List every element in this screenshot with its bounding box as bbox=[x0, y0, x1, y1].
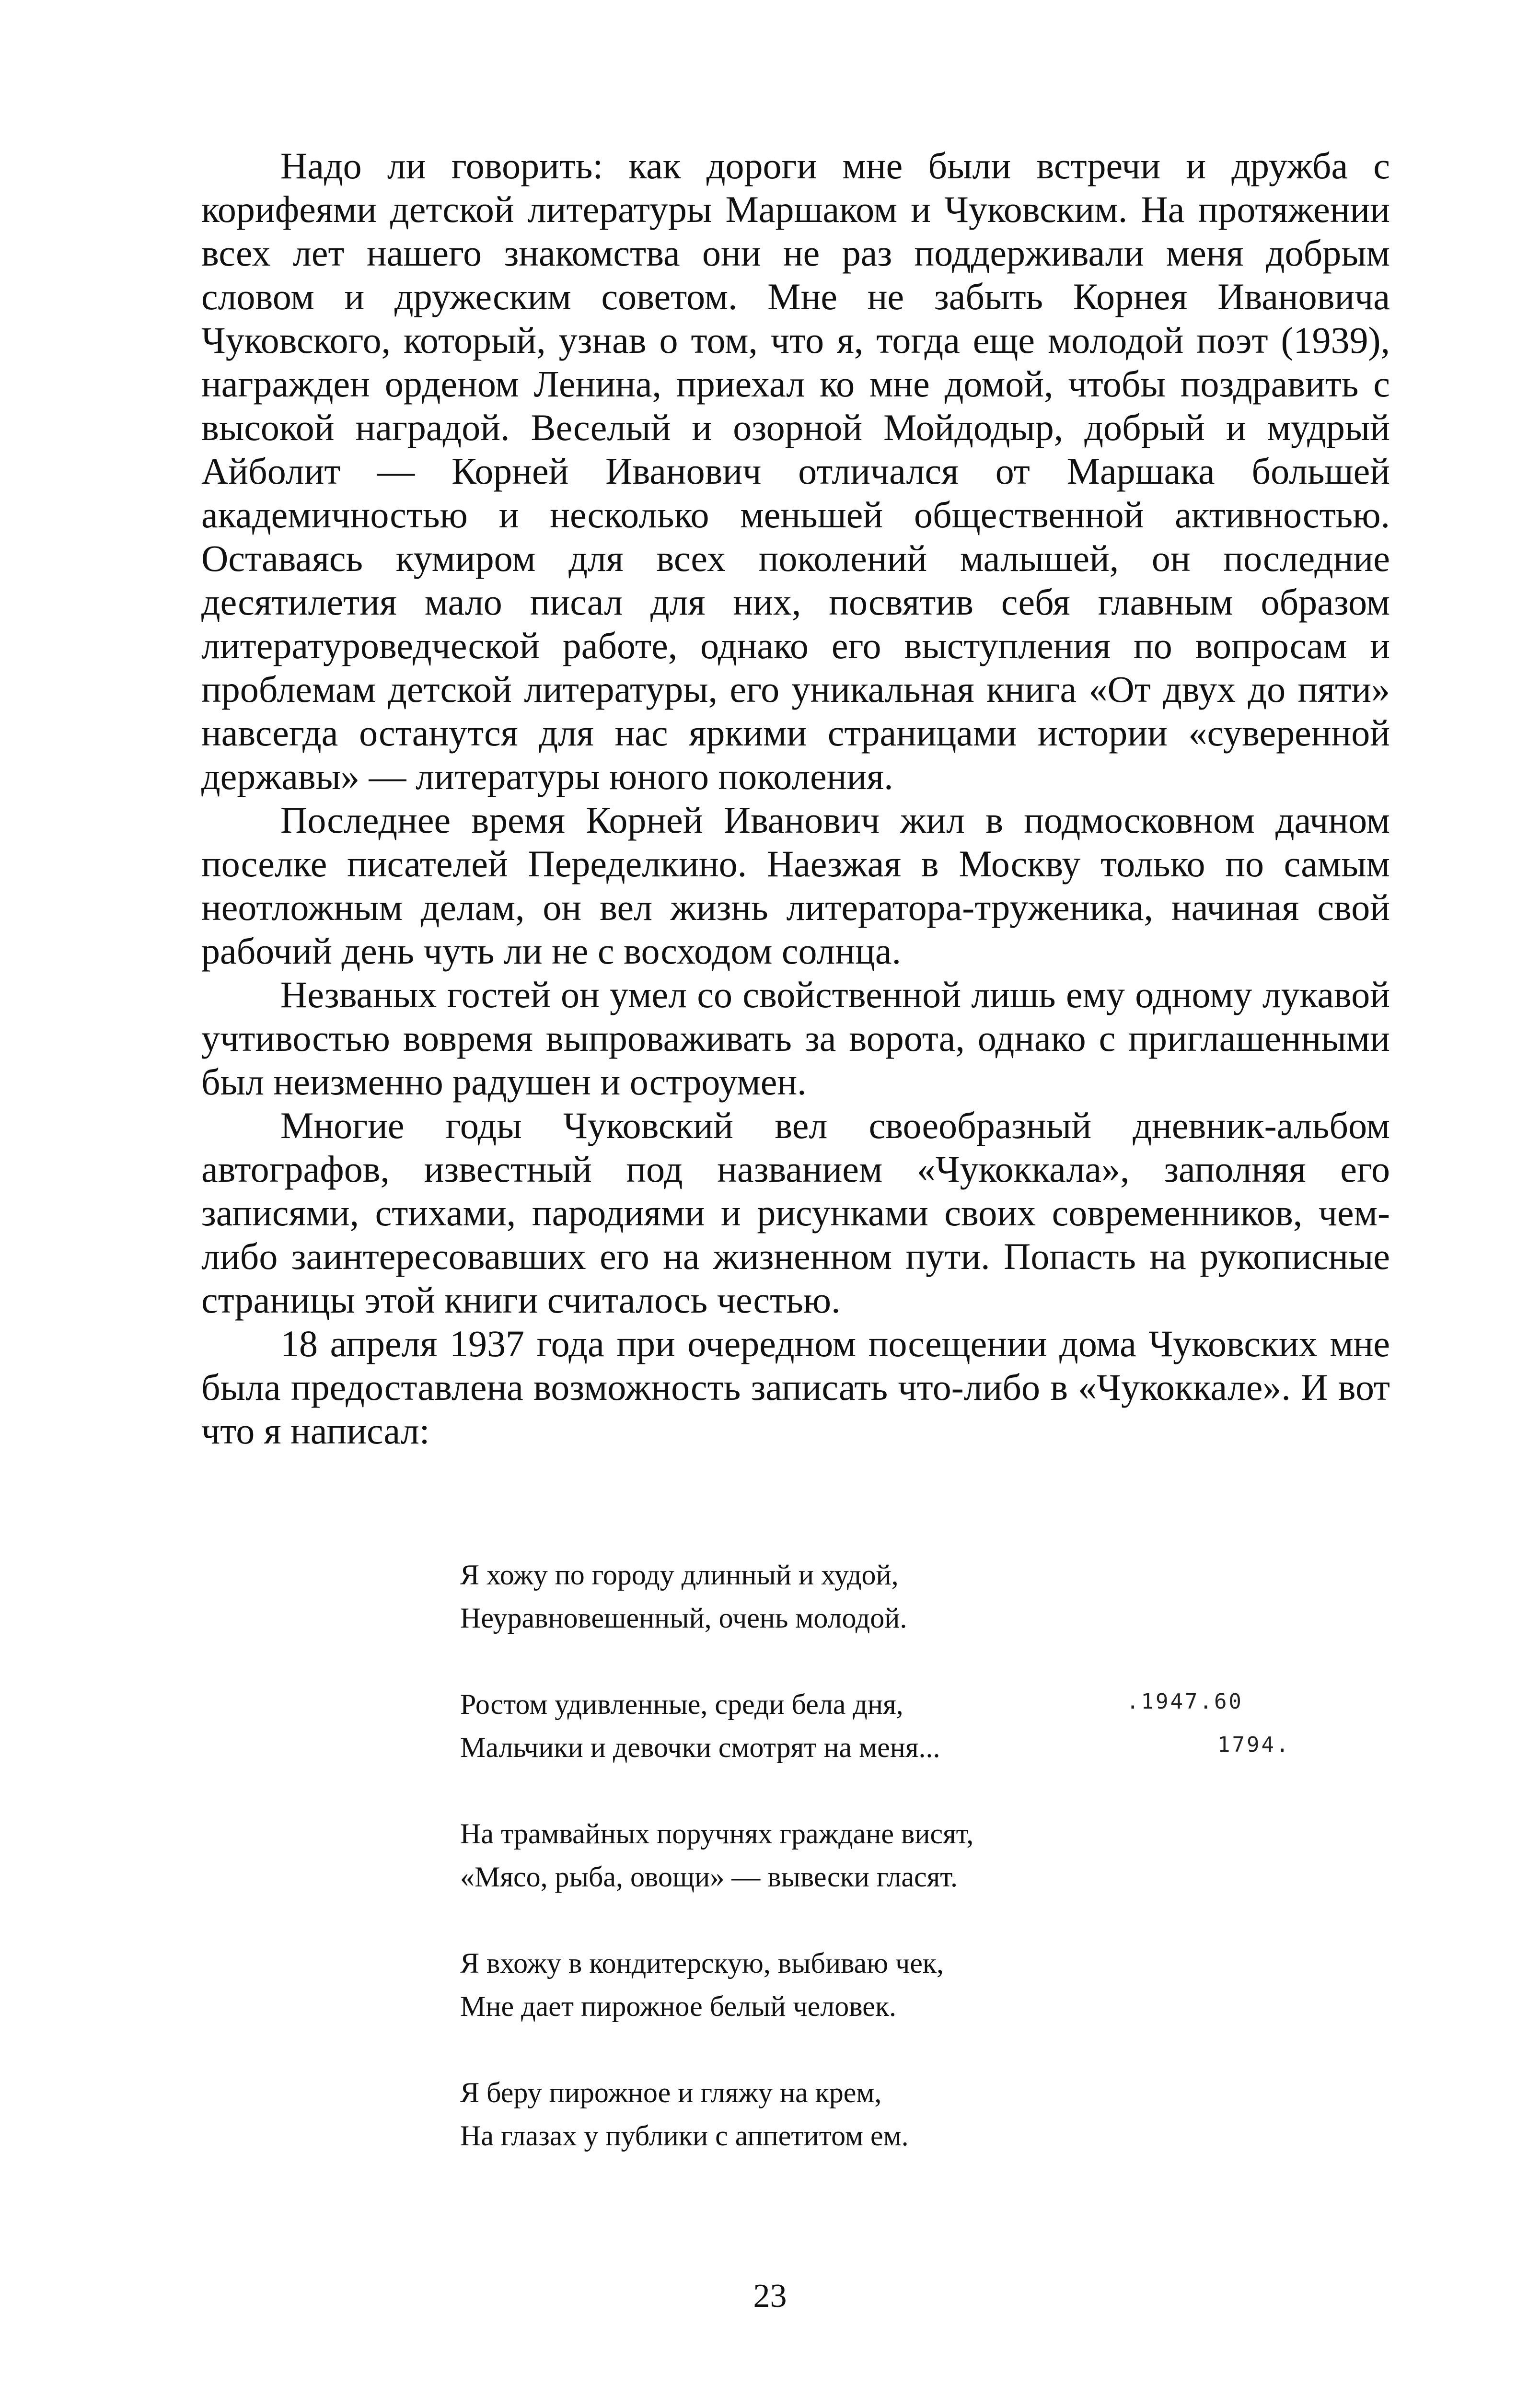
prose-text bbox=[201, 144, 1390, 1453]
poem-line: Ростом удивленные, среди бела дня, bbox=[460, 1688, 903, 1720]
poem-line: Я вхожу в кондитерскую, выбиваю чек, bbox=[460, 1947, 944, 1979]
poem-line: Мальчики и девочки смотрят на меня... bbox=[460, 1732, 940, 1763]
poem-line: На глазах у публики с аппетитом ем. bbox=[460, 2120, 909, 2152]
poem-line: Я хожу по городу длинный и худой, bbox=[460, 1559, 899, 1591]
handwritten-margin-note: 1794. bbox=[1217, 1733, 1291, 1757]
poem-line: На трамвайных поручнях граждане висят, bbox=[460, 1818, 974, 1850]
poem-line: Я беру пирожное и гляжу на крем, bbox=[460, 2077, 882, 2108]
paragraph-2: Последнее время Корней Иванович жил в подмосковном дачном поселке писателей Переделкино. Наезжая в Москву только по самым неотложным делам, он вел жизнь литератора-труженика, начиная свой рабочий день чуть ли не с восходом солнца. bbox=[201, 799, 1390, 972]
poem-stanza-4 bbox=[460, 1942, 1179, 2028]
paragraph-5: 18 апреля 1937 года при очередном посещении дома Чуковских мне была предоставлена возможность записать что-либо в «Чукоккале». И вот что я написал: bbox=[201, 1323, 1390, 1452]
paragraph-4: Многие годы Чуковский вел своеобразный дневник-альбом автографов, известный под названием «Чукоккала», заполняя его записями, стихами, пародиями и рисунками своих современников, чем-либо заинтересовавших его на жизненном пути. Попасть на рукописные страницы этой книги считалось честью. bbox=[201, 1105, 1390, 1321]
poem-stanza-2 bbox=[460, 1683, 1179, 1769]
poem-stanza-5 bbox=[460, 2071, 1179, 2157]
page-number: 23 bbox=[753, 2278, 787, 2315]
poem-stanza-1 bbox=[460, 1553, 1179, 1640]
paragraph-3: Незваных гостей он умел со свойственной лишь ему одному лукавой учтивостью вовремя выпроваживать за ворота, однако с приглашенными был неизменно радушен и остроумен. bbox=[201, 974, 1390, 1103]
poem-line: «Мясо, рыба, овощи» — вывески гласят. bbox=[460, 1861, 958, 1893]
poem-line: Мне дает пирожное белый человек. bbox=[460, 1990, 896, 2022]
poem bbox=[460, 1553, 1179, 2200]
handwritten-margin-note: .1947.60 bbox=[1126, 1689, 1243, 1714]
poem-line: Неуравновешенный, очень молодой. bbox=[460, 1602, 907, 1634]
poem-stanza-3 bbox=[460, 1812, 1179, 1898]
paragraph-1: Надо ли говорить: как дороги мне были встречи и дружба с корифеями детской литературы Маршаком и Чуковским. На протяжении всех лет нашего знакомства они не раз поддерживали меня добрым словом и дружеским советом. Мне не забыть Корнея Ивановича Чуковского, который, узнав о том, что я, тогда еще молодой поэт (1939), награжден орденом Ленина, приехал ко мне домой, чтобы поздравить с высокой наградой. Веселый и озорной Мойдодыр, добрый и мудрый Айболит — Корней Иванович отличался от Маршака большей академичностью и несколько меньшей общественной активностью. Оставаясь кумиром для всех поколений малышей, он последние десятилетия мало писал для них, посвятив себя главным образом литературоведческой работе, однако его выступления по вопросам и проблемам детской литературы, его уникальная книга «От двух до пяти» навсегда останутся для нас яркими страницами истории «суверенной державы» — литературы юного поколения. bbox=[201, 145, 1390, 797]
